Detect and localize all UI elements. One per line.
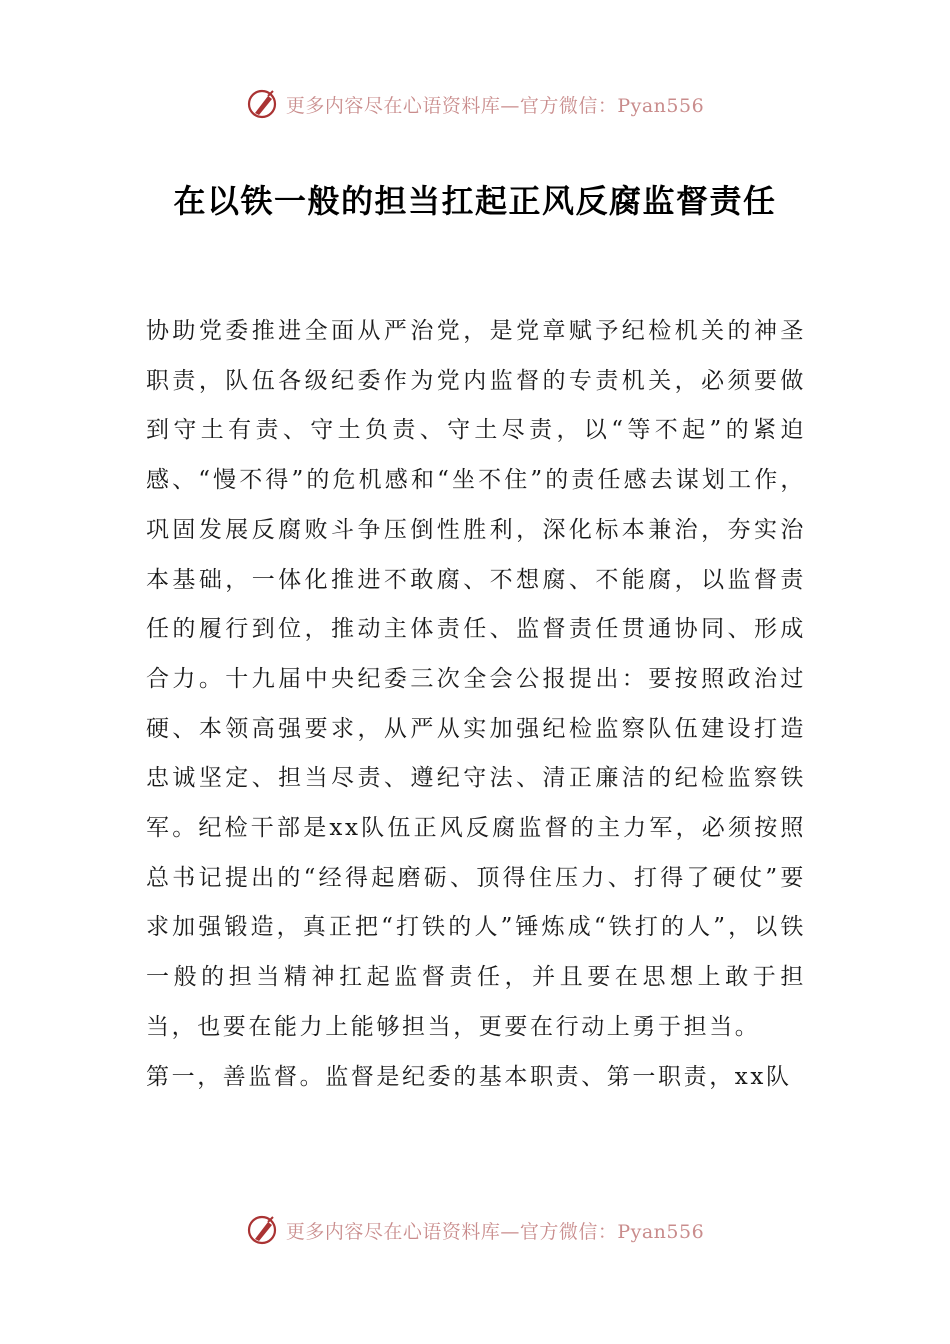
pen-logo-icon (246, 1213, 280, 1247)
watermark-text: 更多内容尽在心语资料库—官方微信：Pyan556 (285, 94, 705, 117)
paragraph: 第一，善监督。监督是纪委的基本职责、第一职责，xx队 (146, 1063, 792, 1090)
document-body (146, 307, 806, 1102)
document-title: 在以铁一般的担当扛起正风反腐监督责任 (173, 182, 777, 220)
watermark-text: 更多内容尽在心语资料库—官方微信：Pyan556 (285, 1220, 705, 1243)
footer-watermark (0, 1210, 950, 1250)
header-watermark (0, 84, 950, 124)
paragraph: 协助党委推进全面从严治党，是党章赋予纪检机关的神圣职责，队伍各级纪委作为党内监督的专责机关，必须要做到守土有责、守土负责、守土尽责，以“等不起”的紧迫感、“慢不得”的危机感和“坐不住”的责任感去谋划工作，巩固发展反腐败斗争压倒性胜利，深化标本兼治，夯实治本基础，一体化推进不敢腐、不想腐、不能腐，以监督责任的履行到位，推动主体责任、监督责任贯通协同、形成合力。十九届中央纪委三次全会公报提出：要按照政治过硬、本领高强要求，从严从实加强纪检监察队伍建设打造忠诚坚定、担当尽责、遵纪守法、清正廉洁的纪检监察铁军。纪检干部是xx队伍正风反腐监督的主力军，必须按照总书记提出的“经得起磨砺、顶得住压力、打得了硬仗”要求加强锻造，真正把“打铁的人”锤炼成“铁打的人”，以铁一般的担当精神扛起监督责任，并且要在思想上敢于担当，也要在能力上能够担当，更要在行动上勇于担当。 (146, 318, 806, 1040)
pen-logo-icon (246, 87, 280, 121)
